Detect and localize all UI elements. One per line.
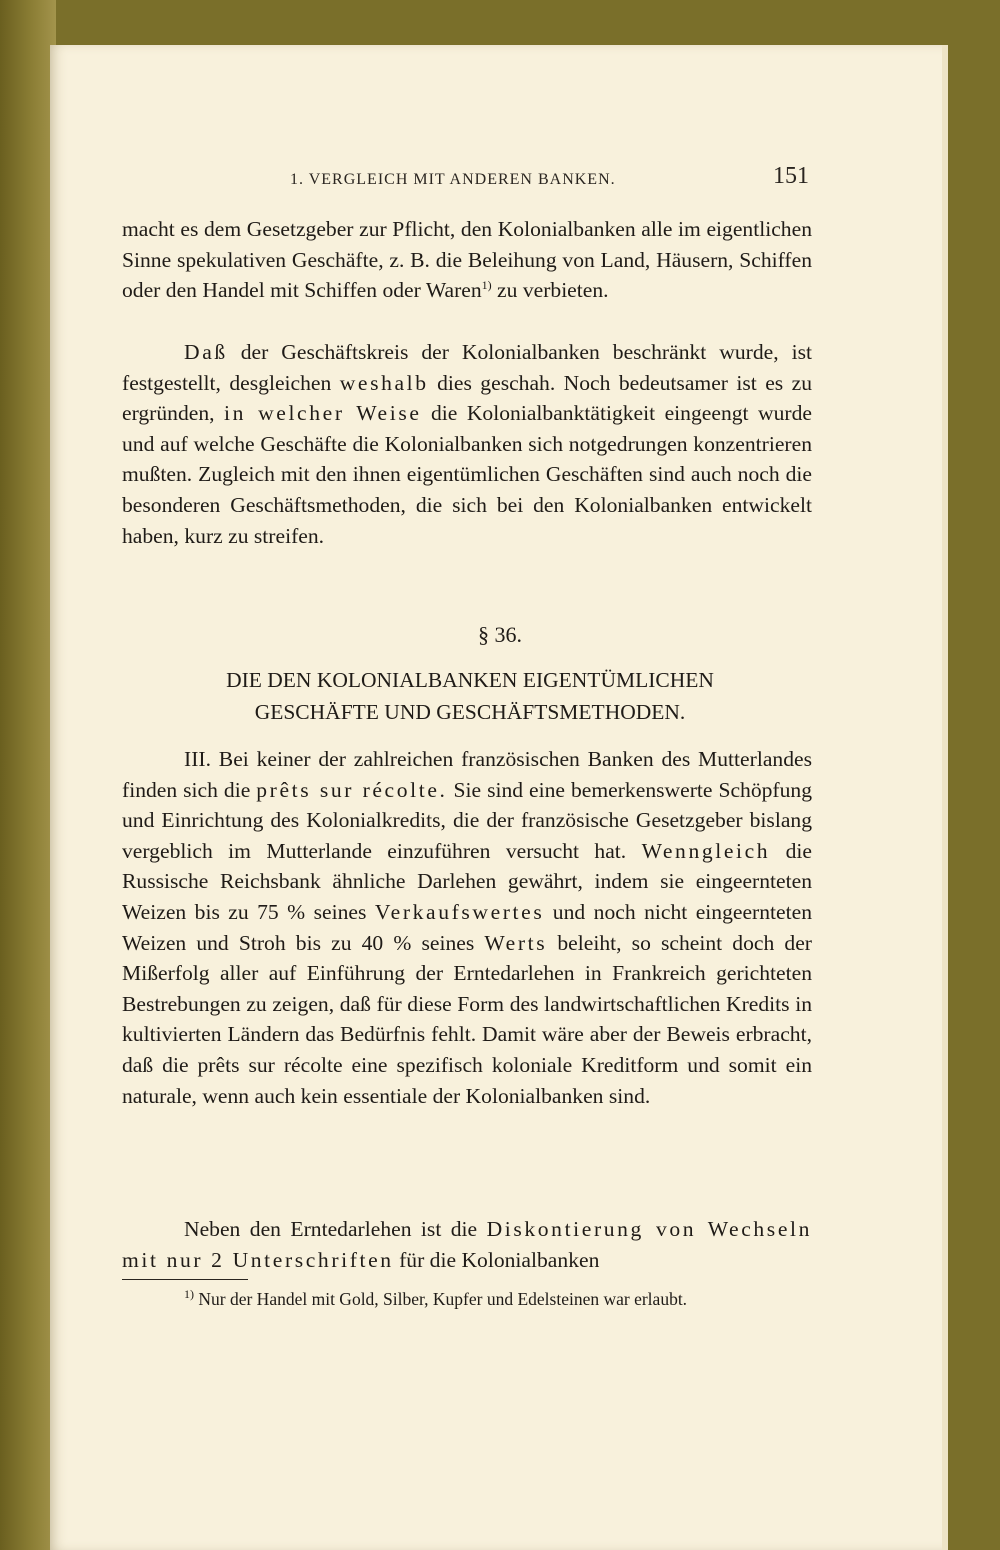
emphasis-diskontierung: Diskontierung von Wechseln mit nur 2 Unterschriften [122, 1217, 812, 1272]
paragraph-4-text-1: Neben den Erntedarlehen ist die [184, 1217, 487, 1241]
paragraph-3-text-5: beleiht, so scheint doch der Mißerfolg aller auf Einführung der Erntedarlehen in Frankreich gerichteten Bestrebungen zu zeigen, daß für diese Form des landwirtschaftlichen Kredits in kultivierten Ländern das Bedürfnis fehlt. Damit wäre aber der Beweis erbracht, daß die prêts sur récolte eine spezifisch koloniale Kreditform und somit ein naturale, wenn auch kein essentiale der Kolonialbanken sind. [122, 930, 812, 1108]
emphasis-in-welcher-weise: in welcher Weise [224, 401, 422, 426]
paragraph-2-text-2: dies geschah. Noch bedeutsamer ist es zu ergründen, [122, 370, 813, 426]
paragraph-1-text-b: zu verbieten. [491, 278, 609, 303]
paragraph-3-text-2: Sie sind eine bemerkenswerte Schöpfung und Einrichtung des Kolonialkredits, die der französische Gesetzgeber bislang vergeblich im Mutterlande einzuführen versucht hat. [122, 777, 813, 863]
emphasis-prets-sur-recolte: prêts sur récolte. [256, 777, 448, 802]
emphasis-dass: Daß [184, 340, 228, 364]
paragraph-2 [122, 337, 812, 551]
emphasis-werts: Werts [484, 930, 548, 955]
emphasis-verkaufswertes: Verkaufswertes [374, 899, 545, 924]
paragraph-3-text-3: die Russische Reichsbank ähnliche Darlehen gewährt, indem sie eingeernteten Weizen bis zu 75 % seines [122, 838, 812, 924]
section-title-line-1: DIE DEN KOLONIALBANKEN EIGENTÜMLICHEN [226, 668, 714, 692]
paragraph-4-text-2: für die Kolonialbanken [393, 1247, 600, 1272]
paragraph-3-text-1: III. Bei keiner der zahlreichen französischen Banken des Mutterlandes finden sich die [122, 747, 812, 802]
paragraph-1 [122, 214, 812, 306]
section-title-line-2: GESCHÄFTE UND GESCHÄFTSMETHODEN. [254, 700, 686, 724]
book-binding [0, 0, 56, 1550]
paragraph-3 [122, 744, 812, 1111]
page-edge [942, 45, 948, 1550]
section-mark: § 36. [478, 622, 522, 647]
section-title [100, 664, 840, 728]
footnote-rule [122, 1279, 248, 1280]
paragraph-1-text-a: macht es dem Gesetzgeber zur Pflicht, den Kolonialbanken alle im eigentlichen Sinne spekulativen Geschäfte, z. B. die Beleihung von Land, Häusern, Schiffen oder den Handel mit Schiffen oder Waren [122, 217, 812, 303]
footnote [122, 1286, 812, 1312]
running-head: 1. VERGLEICH MIT ANDEREN BANKEN. [290, 171, 616, 188]
emphasis-weshalb: weshalb [339, 370, 429, 395]
paragraph-3-text-4: und noch nicht eingeernteten Weizen und Stroh bis zu 40 % seines [122, 899, 813, 955]
footnote-text: Nur der Handel mit Gold, Silber, Kupfer und Edelsteinen war erlaubt. [194, 1289, 688, 1309]
emphasis-wenngleich: Wenngleich [641, 838, 771, 863]
footnote-marker: 1) [184, 1287, 194, 1302]
page-number: 151 [773, 163, 809, 189]
paragraph-2-text-3: die Kolonialbanktätigkeit eingeengt wurde und auf welche Geschäfte die Kolonialbanken sich notgedrungen konzentrieren mußten. Zugleich mit den ihnen eigentümlichen Geschäften sind auch noch die besonderen Geschäftsmethoden, die sich bei den Kolonialbanken entwickelt haben, kurz zu streifen. [122, 401, 812, 548]
footnote-marker-ref: 1) [481, 278, 492, 292]
paragraph-2-text-1: der Geschäftskreis der Kolonialbanken beschränkt wurde, ist festgestellt, desgleichen [122, 340, 812, 395]
paragraph-4 [122, 1214, 812, 1275]
